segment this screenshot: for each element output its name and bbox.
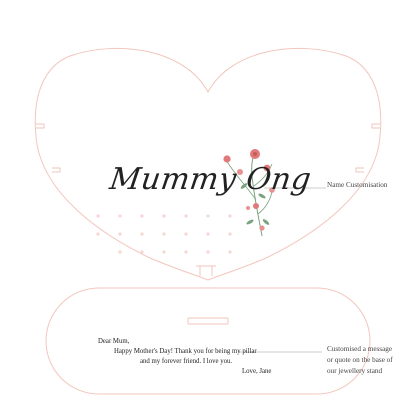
message-line: Happy Mother's Day! Thank you for being my pillar bbox=[114, 347, 257, 355]
name-customisation-callout: Name Customisation bbox=[327, 181, 388, 189]
callout-line: Customised a message bbox=[327, 345, 393, 353]
message-line: and my forever friend. I love you. bbox=[140, 357, 233, 365]
stand-base-slot bbox=[188, 318, 228, 324]
callout-line: our jewellery stand bbox=[327, 367, 383, 376]
message-line: Love, Jane bbox=[242, 367, 272, 375]
callout-line: or quote on the base of bbox=[327, 356, 393, 365]
name-customisation-text: Mummy Ong bbox=[107, 162, 314, 197]
earring-dot-grid bbox=[96, 214, 231, 253]
message-customisation-callout bbox=[327, 344, 393, 377]
base-message bbox=[98, 337, 271, 376]
message-line: Dear Mum, bbox=[98, 338, 130, 345]
